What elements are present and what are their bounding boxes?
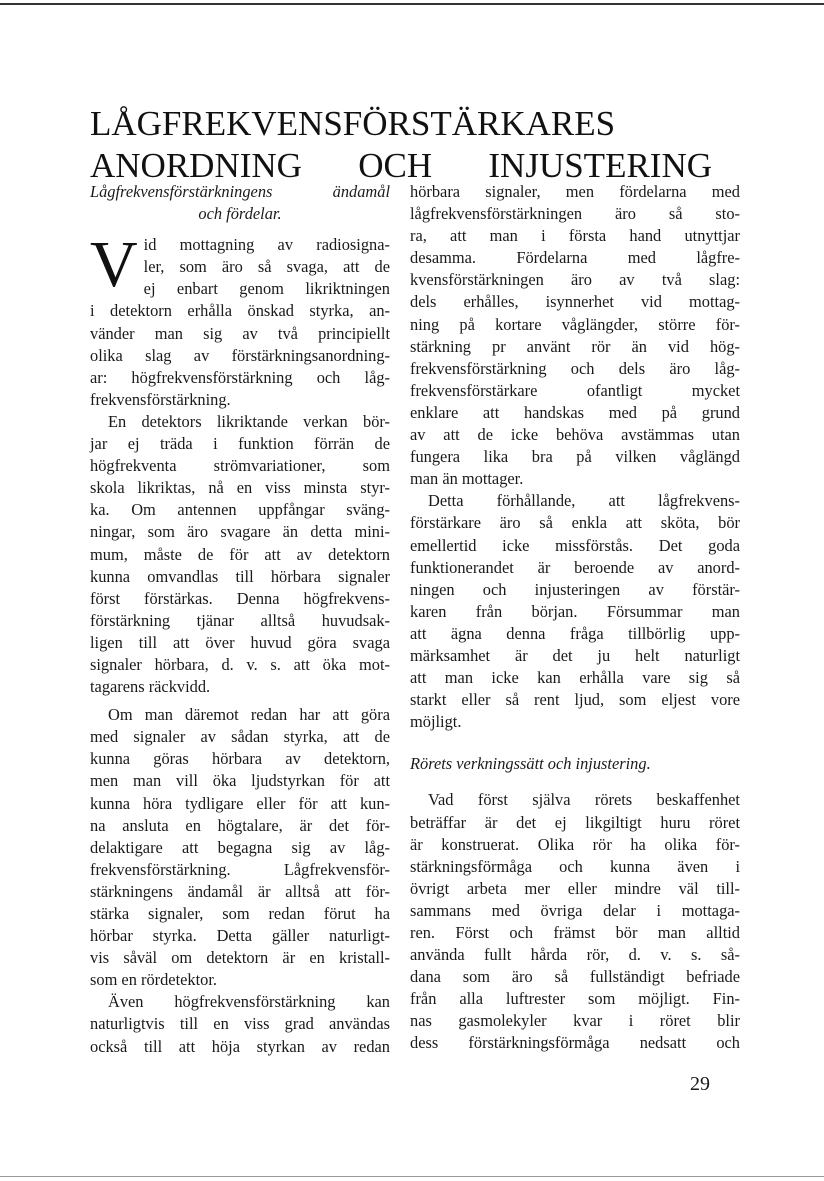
text-line: ningar, som äro svagare än detta mini- <box>90 522 390 542</box>
text-line: vis såväl om detektorn är en kristall- <box>90 948 390 968</box>
drop-cap-lines <box>144 234 390 300</box>
text-line: kunna höra tydligare eller för att kun- <box>90 793 390 813</box>
text-line: kvensförstärkningen äro av två slag: <box>410 270 740 290</box>
text-line: skola likriktas, nå en viss minsta styr- <box>90 478 390 498</box>
text-line: nas gasmolekyler kvar i röret blir <box>410 1011 740 1031</box>
text-line: förstärkare äro så enkla att sköta, bör <box>410 513 740 533</box>
text-line: ren. Först och främst bör man alltid <box>410 923 740 942</box>
text-line: sammans med övriga delar i mottaga- <box>410 900 740 920</box>
text-line: man än mottager. <box>410 469 524 489</box>
text-line: signaler hörbara, d. v. s. att öka mot- <box>90 654 390 674</box>
text-line: ej enbart genom likriktningen <box>143 279 390 299</box>
text-line: na ansluta en högtalare, är det för- <box>90 815 390 835</box>
text-line: kunna omvandlas till hörbara signaler <box>90 566 390 586</box>
text-line: använda fullt hårda rör, d. v. s. så- <box>410 945 740 965</box>
text-line: som en rördetektor. <box>90 970 217 990</box>
text-line: med signaler av sådan styrka, att de <box>90 727 390 747</box>
heading-line: och fördelar. <box>198 204 282 224</box>
text-line: lågfrekvensförstärkningen äro så sto- <box>410 204 740 224</box>
text-line: också till att höja styrkan av redan <box>90 1036 390 1056</box>
text-line: tagarens räckvidd. <box>90 677 211 697</box>
paragraph <box>410 181 740 490</box>
text-line: stärkning pr använt rör än vid hög- <box>410 336 740 356</box>
text-line: att ägna denna fråga tillbörlig upp- <box>410 623 740 643</box>
text-line: vänder man sig av två principiellt <box>90 323 390 343</box>
text-line: beträffar är det ej likgiltigt huru röret <box>410 812 740 832</box>
paragraph <box>90 411 390 698</box>
text-line: frekvensförstärkning. Lågfrekvensför- <box>90 859 390 879</box>
text-line: Även högfrekvensförstärkning kan <box>108 992 390 1012</box>
page-title-line-2: ANORDNING OCH INJUSTERING <box>90 146 712 185</box>
scan-border-line <box>0 3 824 5</box>
text-line: ler, som äro så svaga, att de <box>143 257 390 277</box>
drop-cap-paragraph <box>90 228 390 302</box>
text-line: i detektorn erhålla önskad styrka, an- <box>90 301 390 321</box>
text-line: först förstärkas. Denna högfrekvens- <box>90 588 390 608</box>
text-line: möjligt. <box>410 712 462 732</box>
section-heading <box>90 181 390 225</box>
text-line: enklare att handskas med på grund <box>410 402 740 422</box>
text-line: övrigt arbeta mer eller mindre väl till- <box>410 878 740 898</box>
paragraph <box>410 490 740 733</box>
text-line: stärkningsförmåga och kunna även i <box>410 856 740 876</box>
text-line: jar ej träda i funktion förrän de <box>90 434 390 454</box>
paragraph <box>90 991 390 1057</box>
text-line: dana som äro så fullständigt befriade <box>410 967 740 987</box>
left-column <box>90 181 390 1058</box>
text-line: emellertid icke missförstås. Det goda <box>410 535 740 555</box>
text-line: En detektors likriktande verkan bör- <box>108 411 390 431</box>
section-heading: Rörets verkningssätt och injustering. <box>410 754 651 774</box>
text-line: desamma. Fördelarna med lågfre- <box>410 248 740 268</box>
text-line: olika slag av förstärkningsanordning- <box>90 345 390 365</box>
text-line: ra, att man i första hand utnyttjar <box>410 226 740 246</box>
text-line: stärkningens ändamål är alltså att för- <box>90 881 390 901</box>
text-line: mum, måste de för att av detektorn <box>90 544 390 564</box>
text-line: naturligtvis till en viss grad användas <box>90 1014 390 1034</box>
text-line: Vad först själva rörets beskaffenhet <box>428 790 740 810</box>
paragraph <box>410 789 740 1054</box>
scan-border-line <box>0 1176 824 1177</box>
text-line: ligen till att över huvud göra svaga <box>90 632 390 652</box>
text-line: märksamhet är det ju helt naturligt <box>410 645 740 665</box>
text-line: ar: högfrekvensförstärkning och låg- <box>90 367 390 387</box>
text-line: Detta förhållande, att lågfrekvens- <box>428 491 740 511</box>
drop-cap: V <box>90 228 138 302</box>
text-line: funktionerandet är beroende av anord- <box>410 557 740 577</box>
text-line: är konstruerat. Olika rör ha olika för- <box>410 834 740 854</box>
text-line: dess förstärkningsförmåga nedsatt och <box>410 1033 740 1053</box>
heading-line: Lågfrekvensförstärkningens ändamål <box>90 182 390 201</box>
paragraph <box>90 704 390 991</box>
text-line: dels erhålles, isynnerhet vid mottag- <box>410 292 740 312</box>
text-line: frekvensförstärkning och dels äro låg- <box>410 358 740 378</box>
text-line: ningen och injusteringen av förstär- <box>410 579 740 599</box>
text-line: ning på kortare våglängder, större för- <box>410 314 740 334</box>
text-line: delaktigare att begagna sig av låg- <box>90 837 390 857</box>
right-column <box>410 181 740 1055</box>
text-line: av att de icke behöva avstämmas utan <box>410 425 740 445</box>
text-line: fungera lika bra på vilken våglängd <box>410 447 740 467</box>
text-line: att man icke kan erhålla vare sig så <box>410 668 740 688</box>
page-number: 29 <box>690 1073 710 1095</box>
text-line: starkt eller så rent ljud, som eljest vore <box>410 690 740 710</box>
text-line: stärka signaler, som redan förut ha <box>90 904 390 923</box>
text-line: ka. Om antennen uppfångar sväng- <box>90 500 390 520</box>
text-line: kunna göras hörbara av detektorn, <box>90 749 390 769</box>
text-line: förstärkning tjänar alltså huvudsak- <box>90 610 390 630</box>
page-title-line-1: LÅGFREKVENSFÖRSTÄRKARES <box>90 104 616 143</box>
text-line: karen från början. Försummar man <box>410 601 740 621</box>
text-line: Om man däremot redan har att göra <box>108 705 390 725</box>
text-line: hörbara signaler, men fördelarna med <box>410 182 740 201</box>
text-line: id mottagning av radiosigna- <box>143 235 390 255</box>
text-line: men man vill öka ljudstyrkan för att <box>90 771 390 791</box>
text-line: från alla luftrester som möjligt. Fin- <box>410 989 740 1009</box>
text-line: frekvensförstärkare ofantligt mycket <box>410 380 740 400</box>
text-line: hörbar styrka. Detta gäller naturligt- <box>90 926 390 946</box>
text-line: högfrekventa strömvariationer, som <box>90 456 390 476</box>
text-line: frekvensförstärkning. <box>90 389 231 409</box>
paragraph <box>90 300 390 410</box>
